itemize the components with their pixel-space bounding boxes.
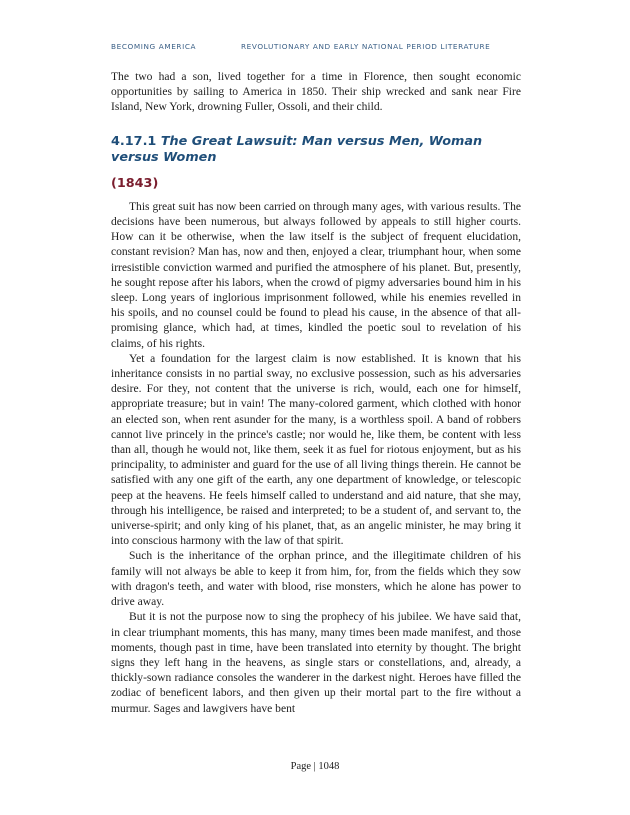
- section-number: 4.17.1: [111, 133, 157, 149]
- page-content: [111, 70, 521, 717]
- section-title: REVOLUTIONARY AND EARLY NATIONAL PERIOD LITERATURE: [241, 42, 491, 51]
- body-paragraph: Yet a foundation for the largest claim is now established. It is known that his inheritance consists in no partial sway, no exclusive possession, such as his adversaries desire. For they, not content that the universe is rich, would, each one for himself, appropriate treasure; but in vain! The many-colored garment, which clothed with honor an elected son, when rent asunder for the many, is a worthless spoil. A band of robbers cannot live princely in the prince's castle; nor would he, like them, be content with less than all, though he would not, like them, seek it as fuel for riotous enjoyment, but as his principality, to administer and guard for the use of all living things therein. He cannot be satisfied with any one gift of the earth, any one department of knowledge, or telescopic peep at the heavens. He feels himself called to understand and aid nature, that she may, through his intelligence, be raised and interpreted; to be a student of, and servant to, the universe-spirit; and only king of his planet, that, as an angelic minister, he may bring it into conscious harmony with the law of that spirit.: [111, 352, 521, 548]
- page-number: Page | 1048: [290, 761, 340, 772]
- body-paragraph: But it is not the purpose now to sing the prophecy of his jubilee. We have said that, in clear triumphant moments, this has many, many times been made manifest, and those moments, though past in time, have been translated into eternity by thought. The bright signs they left hang in the heavens, as single stars or constellations, and, already, a thickly-sown radiance consoles the wanderer in the darkest night. Heroes have filled the zodiac of beneficent labors, and then given up their mortal part to the fire without a murmur. Sages and lawgivers have bent: [111, 611, 521, 715]
- section-heading: [111, 134, 521, 166]
- running-header: [111, 42, 521, 51]
- body-paragraph: This great suit has now been carried on through many ages, with various results. The decisions have been numerous, but always followed by appeals to still higher courts. How can it be otherwise, when the law itself is the subject of frequent elucidation, constant revision? Man has, now and then, enjoyed a clear, triumphant hour, when some irresistible conviction warmed and purified the atmosphere of his planet. But, presently, he sought repose after his labors, when the crowd of pigmy adversaries bound him in his sleep. Long years of inglorious imprisonment followed, while his enemies revelled in his spoils, and no counsel could be found to plead his cause, in the absence of that all-promising glance, which had, at times, kindled the poetic soul to revelation of his claims, of his rights.: [111, 200, 521, 350]
- book-title: BECOMING AMERICA: [111, 42, 197, 51]
- body-paragraph: Such is the inheritance of the orphan prince, and the illegitimate children of his family will not always be able to keep it from him, for, from the fields which they sow with dragon's teeth, and water with blood, rise monsters, which he alone has power to drive away.: [111, 550, 521, 609]
- section-year: (1843): [111, 175, 159, 191]
- intro-paragraph: The two had a son, lived together for a time in Florence, then sought economic opportunities by sailing to America in 1850. Their ship wrecked and sank near Fire Island, New York, drowning Fuller, Ossoli, and their child.: [111, 71, 521, 114]
- section-heading-title: The Great Lawsuit: Man versus Men, Woman versus Women: [111, 133, 483, 165]
